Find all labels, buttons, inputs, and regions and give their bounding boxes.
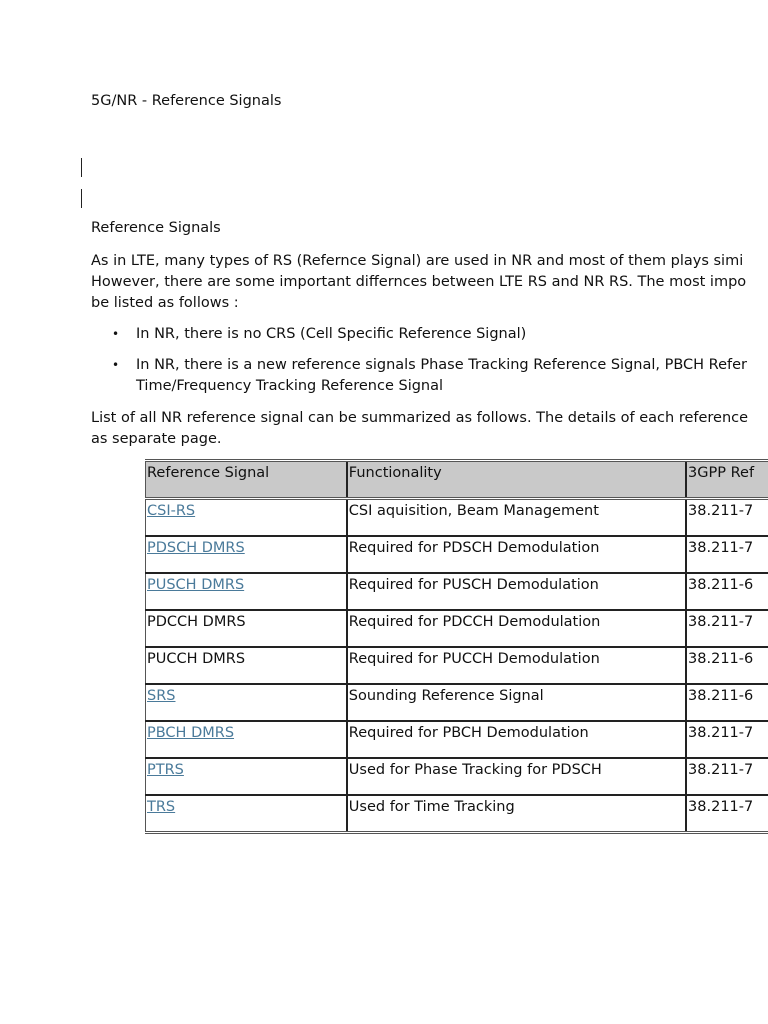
reference-signal-cell [146,684,347,721]
reference-signal-name: PUCCH DMRS [147,651,246,667]
reference-signal-link[interactable]: PUSCH DMRS [147,577,245,593]
reference-signal-link[interactable]: PTRS [147,762,184,778]
table-row [146,536,768,573]
reference-signal-name: PDCCH DMRS [147,614,246,630]
spec-reference-cell: 38.211-7 [686,795,768,833]
column-header-reference-signal: Reference Signal [146,461,347,499]
reference-signal-link[interactable]: CSI-RS [147,503,196,519]
reference-signal-cell [146,536,347,573]
summary-paragraph [91,408,768,450]
table-row [146,610,768,647]
spec-reference-cell: 38.211-6 [686,647,768,684]
functionality-cell: Used for Time Tracking [347,795,686,833]
page-title: 5G/NR - Reference Signals [91,93,282,109]
section-heading: Reference Signals [91,220,221,236]
functionality-cell: Used for Phase Tracking for PDSCH [347,758,686,795]
bullet-dot-icon: • [112,358,120,372]
functionality-cell: CSI aquisition, Beam Management [347,499,686,537]
spec-reference-cell: 38.211-7 [686,499,768,537]
table-row [146,573,768,610]
spec-reference-cell: 38.211-7 [686,536,768,573]
summary-line: as separate page. [91,431,222,447]
functionality-cell: Required for PUCCH Demodulation [347,647,686,684]
table-row [146,684,768,721]
spec-reference-cell: 38.211-7 [686,758,768,795]
reference-signal-cell [146,499,347,537]
summary-line: List of all NR reference signal can be summarized as follows. The details of each reference [91,410,749,426]
functionality-cell: Required for PDSCH Demodulation [347,536,686,573]
text-cursor-marker [81,158,82,177]
spec-reference-cell: 38.211-6 [686,573,768,610]
intro-paragraph [91,251,768,314]
difference-bullet-list [91,324,768,407]
table-row [146,758,768,795]
table-row [146,647,768,684]
spec-reference-cell: 38.211-7 [686,610,768,647]
column-header-3gpp-ref: 3GPP Ref [686,461,768,499]
functionality-cell: Required for PBCH Demodulation [347,721,686,758]
reference-signal-cell [146,647,347,684]
intro-line: As in LTE, many types of RS (Refernce Signal) are used in NR and most of them plays simi [91,253,744,269]
reference-signal-link[interactable]: TRS [147,799,176,815]
functionality-cell: Sounding Reference Signal [347,684,686,721]
bullet-dot-icon: • [112,327,120,341]
functionality-cell: Required for PDCCH Demodulation [347,610,686,647]
spec-reference-cell: 38.211-6 [686,684,768,721]
reference-signal-link[interactable]: PBCH DMRS [147,725,235,741]
reference-signal-link[interactable]: PDSCH DMRS [147,540,245,556]
table-body [146,499,768,833]
bullet-text: Time/Frequency Tracking Reference Signal [136,378,444,394]
bullet-text: In NR, there is no CRS (Cell Specific Reference Signal) [136,326,527,342]
bullet-item [91,324,768,345]
functionality-cell: Required for PUSCH Demodulation [347,573,686,610]
table-header-row [146,461,768,499]
table-row [146,795,768,833]
bullet-text: In NR, there is a new reference signals Phase Tracking Reference Signal, PBCH Refer [136,357,748,373]
column-header-functionality: Functionality [347,461,686,499]
reference-signal-cell [146,795,347,833]
reference-signal-link[interactable]: SRS [147,688,176,704]
table-row [146,499,768,537]
table-row [146,721,768,758]
reference-signal-cell [146,610,347,647]
intro-line: be listed as follows : [91,295,239,311]
reference-signal-cell [146,758,347,795]
intro-line: However, there are some important differnces between LTE RS and NR RS. The most impo [91,274,747,290]
spec-reference-cell: 38.211-7 [686,721,768,758]
reference-signal-cell [146,573,347,610]
text-cursor-marker [81,189,82,208]
bullet-item [91,355,768,397]
reference-signal-table [145,459,768,834]
reference-signal-cell [146,721,347,758]
